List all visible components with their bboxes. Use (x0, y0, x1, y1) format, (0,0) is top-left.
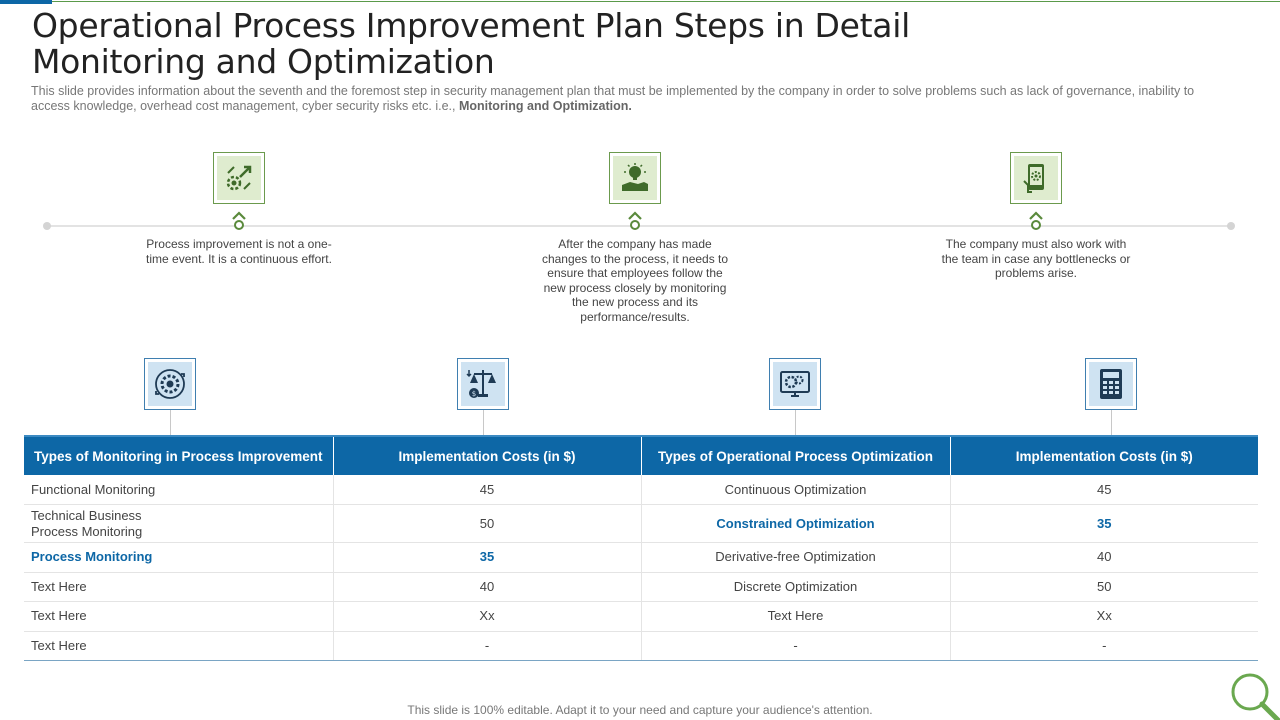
step-1-icon-box (213, 152, 265, 204)
gear-cycle-icon (152, 366, 188, 402)
table-cell: 40 (333, 572, 641, 602)
top-rule-line (52, 1, 1280, 2)
gear-growth-arrows-icon (222, 161, 256, 195)
step-1-text: Process improvement is not a one-time event. It is a continuous effort. (146, 237, 332, 266)
timeline-start-dot (43, 222, 51, 230)
top-rule (0, 0, 1280, 4)
table-cell-highlight: Constrained Optimization (641, 505, 950, 543)
table-cell: Functional Monitoring (24, 475, 333, 505)
top-rule-accent (0, 0, 52, 4)
page-title: Operational Process Improvement Plan Steps in Detail Monitoring and Optimization (32, 6, 910, 81)
table-cell: 50 (950, 572, 1258, 602)
column-1-icon-box (144, 358, 196, 410)
table-cell (24, 505, 333, 543)
header-implementation-costs: Implementation Costs (in $) (950, 436, 1258, 475)
hand-lightbulb-icon (618, 161, 652, 195)
table-cell: Xx (333, 602, 641, 632)
magnifier-icon (1228, 670, 1280, 720)
phone-gear-icon (1019, 161, 1053, 195)
subtitle-emphasis: Monitoring and Optimization. (458, 99, 632, 113)
chevron-up-icon (231, 210, 247, 220)
table-row (24, 475, 1258, 505)
column-2-stem (483, 410, 484, 436)
timeline-node (630, 220, 640, 230)
plan-table (24, 435, 1258, 661)
calculator-icon (1093, 366, 1129, 402)
table-row (24, 505, 1258, 543)
table-cell: Derivative-free Optimization (641, 543, 950, 573)
table-cell: 45 (333, 475, 641, 505)
scale-coins-icon (465, 366, 501, 402)
subtitle-text: This slide provides information about the seventh and the foremost step in security management plan that must be implemented by the company in order to solve problems such as lack of governance, inability to access knowledge, overhead cost management, cyber security risks etc. i.e., (31, 84, 1195, 113)
chevron-up-icon (1028, 210, 1044, 220)
table-cell-text: Technical Business Process Monitoring (31, 507, 143, 539)
chevron-up-icon (627, 210, 643, 220)
column-4-stem (1111, 410, 1112, 436)
column-2-icon-box (457, 358, 509, 410)
header-implementation-costs: Implementation Costs (in $) (333, 436, 641, 475)
header-monitoring-types: Types of Monitoring in Process Improvement (24, 436, 333, 475)
table-row (24, 543, 1258, 573)
table-cell-highlight: 35 (333, 543, 641, 573)
table-cell: - (641, 631, 950, 661)
header-optimization-types: Types of Operational Process Optimization (641, 436, 950, 475)
page-subtitle (31, 84, 1231, 114)
column-3-icon-box (769, 358, 821, 410)
table-cell-highlight: 35 (950, 505, 1258, 543)
table-cell: Text Here (24, 602, 333, 632)
svg-text:$: $ (471, 390, 477, 398)
column-1-stem (170, 410, 171, 436)
table-cell: Text Here (24, 631, 333, 661)
table-cell: Discrete Optimization (641, 572, 950, 602)
step-3-icon-box (1010, 152, 1062, 204)
table-cell: Xx (950, 602, 1258, 632)
table-cell: Continuous Optimization (641, 475, 950, 505)
column-4-icon-box (1085, 358, 1137, 410)
footer-note: This slide is 100% editable. Adapt it to your need and capture your audience's attention. (407, 703, 873, 717)
table-cell: 50 (333, 505, 641, 543)
table-cell: Text Here (24, 572, 333, 602)
monitor-gears-icon (777, 366, 813, 402)
step-2-text: After the company has made changes to the process, it needs to ensure that employees follow the new process closely by monitoring the new process and its performance/results. (541, 237, 729, 324)
column-3-stem (795, 410, 796, 436)
table-row (24, 572, 1258, 602)
step-3-text: The company must also work with the team in case any bottlenecks or problems arise. (941, 237, 1131, 280)
timeline-end-dot (1227, 222, 1235, 230)
table-cell-highlight: Process Monitoring (24, 543, 333, 573)
step-2-icon-box (609, 152, 661, 204)
timeline-node (1031, 220, 1041, 230)
table-header-row (24, 436, 1258, 475)
table-row (24, 631, 1258, 661)
table-cell: 45 (950, 475, 1258, 505)
table-cell: Text Here (641, 602, 950, 632)
table-row (24, 602, 1258, 632)
timeline-node (234, 220, 244, 230)
table-cell: 40 (950, 543, 1258, 573)
table-cell: - (333, 631, 641, 661)
table-cell: - (950, 631, 1258, 661)
